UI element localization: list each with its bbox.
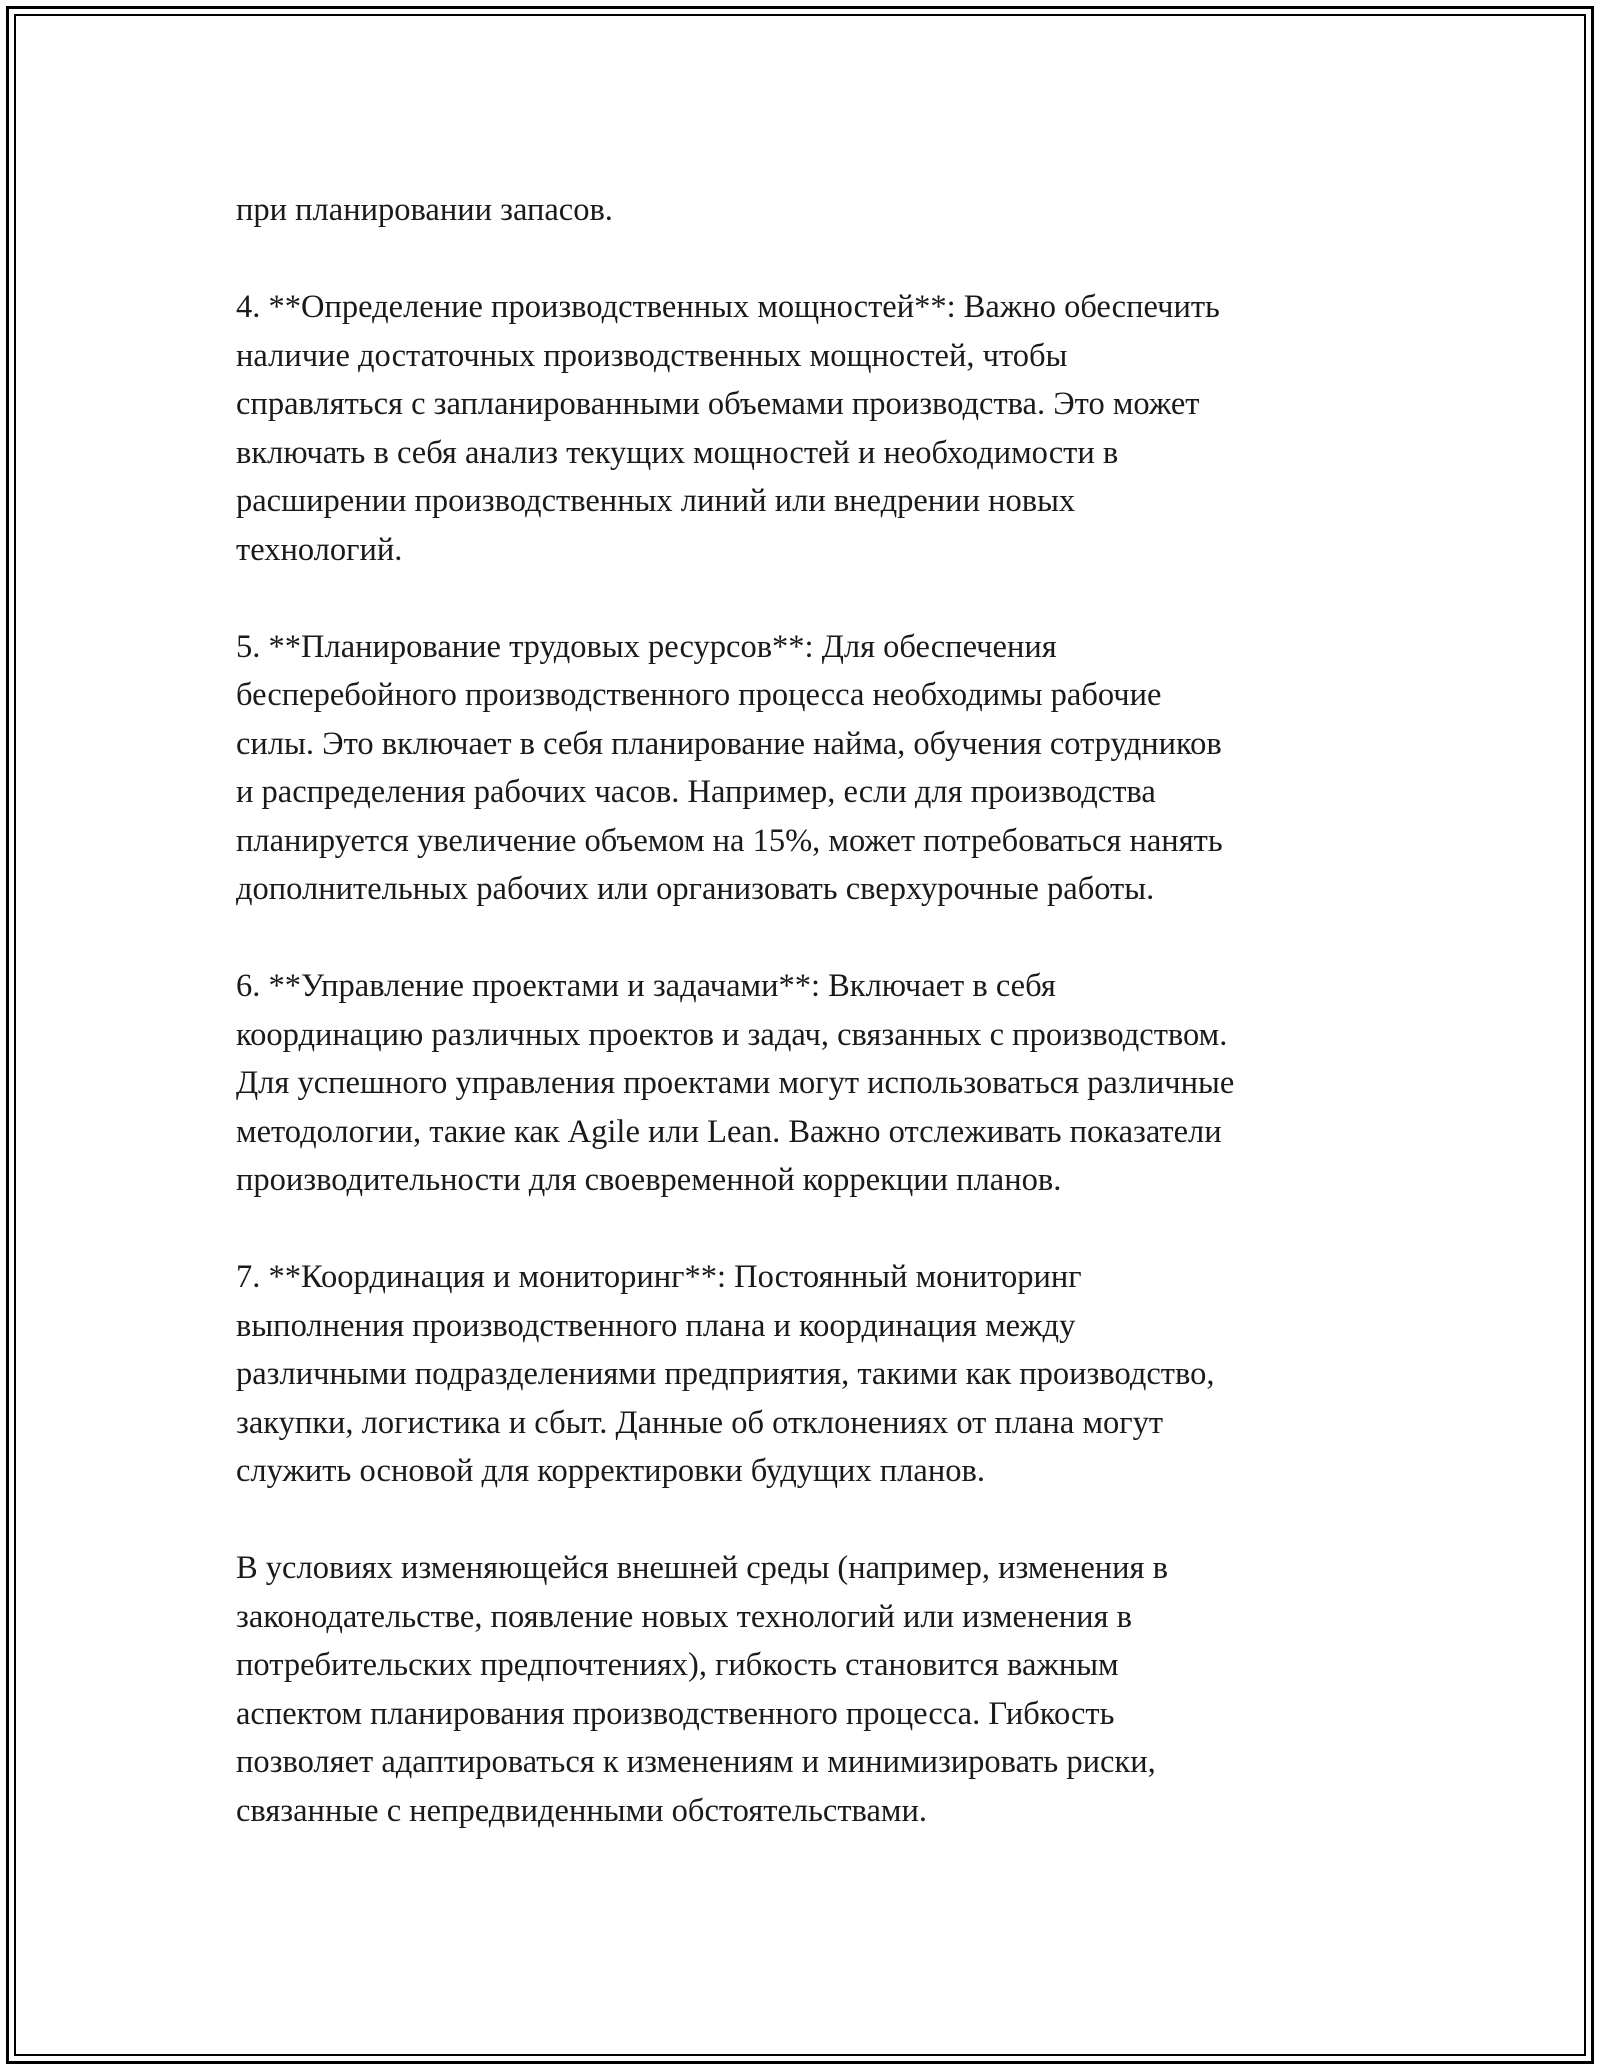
text-line: законодательстве, появление новых технологий или изменения в (236, 1598, 1132, 1635)
text-line: технологий. (236, 531, 403, 568)
text-line: потребительских предпочтениях), гибкость становится важным (236, 1647, 1119, 1683)
text-line: производительности для своевременной коррекции планов. (236, 1162, 1062, 1198)
list-item-6 (236, 962, 1376, 1205)
list-item-4 (236, 283, 1376, 574)
text-line: расширении производственных линий или внедрении новых (236, 483, 1076, 519)
list-item-5 (236, 623, 1376, 914)
text-line: планируется увеличение объемом на 15%, может потребоваться нанять (236, 822, 1223, 859)
text-line: В условиях изменяющейся внешней среды (например, изменения в (236, 1550, 1168, 1586)
text-line: при планировании запасов. (236, 192, 613, 228)
text-line: служить основой для корректировки будущих планов. (236, 1453, 985, 1489)
closing-paragraph (236, 1544, 1376, 1835)
text-line: 4. **Определение производственных мощностей**: Важно обеспечить (236, 289, 1220, 325)
text-line: аспектом планирования производственного процесса. Гибкость (236, 1695, 1115, 1732)
text-line: различными подразделениями предприятия, такими как производство, (236, 1356, 1215, 1392)
paragraph-continuation (236, 186, 1376, 235)
document-body (236, 186, 1376, 1884)
text-line: включать в себя анализ текущих мощностей и необходимости в (236, 434, 1119, 471)
text-line: дополнительных рабочих или организовать сверхурочные работы. (236, 871, 1155, 907)
text-line: координацию различных проектов и задач, связанных с производством. (236, 1016, 1228, 1053)
text-line: закупки, логистика и сбыт. Данные об отклонениях от плана могут (236, 1404, 1164, 1441)
text-line: 6. **Управление проектами и задачами**: Включает в себя (236, 968, 1056, 1004)
text-line: наличие достаточных производственных мощностей, чтобы (236, 337, 1068, 374)
text-line: силы. Это включает в себя планирование найма, обучения сотрудников (236, 725, 1222, 762)
text-line: 7. **Координация и мониторинг**: Постоянный мониторинг (236, 1259, 1082, 1295)
text-line: бесперебойного производственного процесса необходимы рабочие (236, 677, 1162, 713)
text-line: справляться с запланированными объемами производства. Это может (236, 386, 1200, 422)
text-line: связанные с непредвиденными обстоятельствами. (236, 1792, 927, 1829)
text-line: 5. **Планирование трудовых ресурсов**: Для обеспечения (236, 628, 1057, 665)
text-line: и распределения рабочих часов. Например, если для производства (236, 774, 1156, 810)
text-line: методологии, такие как Agile или Lean. Важно отслеживать показатели (236, 1113, 1222, 1150)
text-line: позволяет адаптироваться к изменениям и минимизировать риски, (236, 1744, 1156, 1780)
text-line: выполнения производственного плана и координация между (236, 1307, 1076, 1344)
text-line: Для успешного управления проектами могут использоваться различные (236, 1065, 1235, 1101)
list-item-7 (236, 1253, 1376, 1496)
